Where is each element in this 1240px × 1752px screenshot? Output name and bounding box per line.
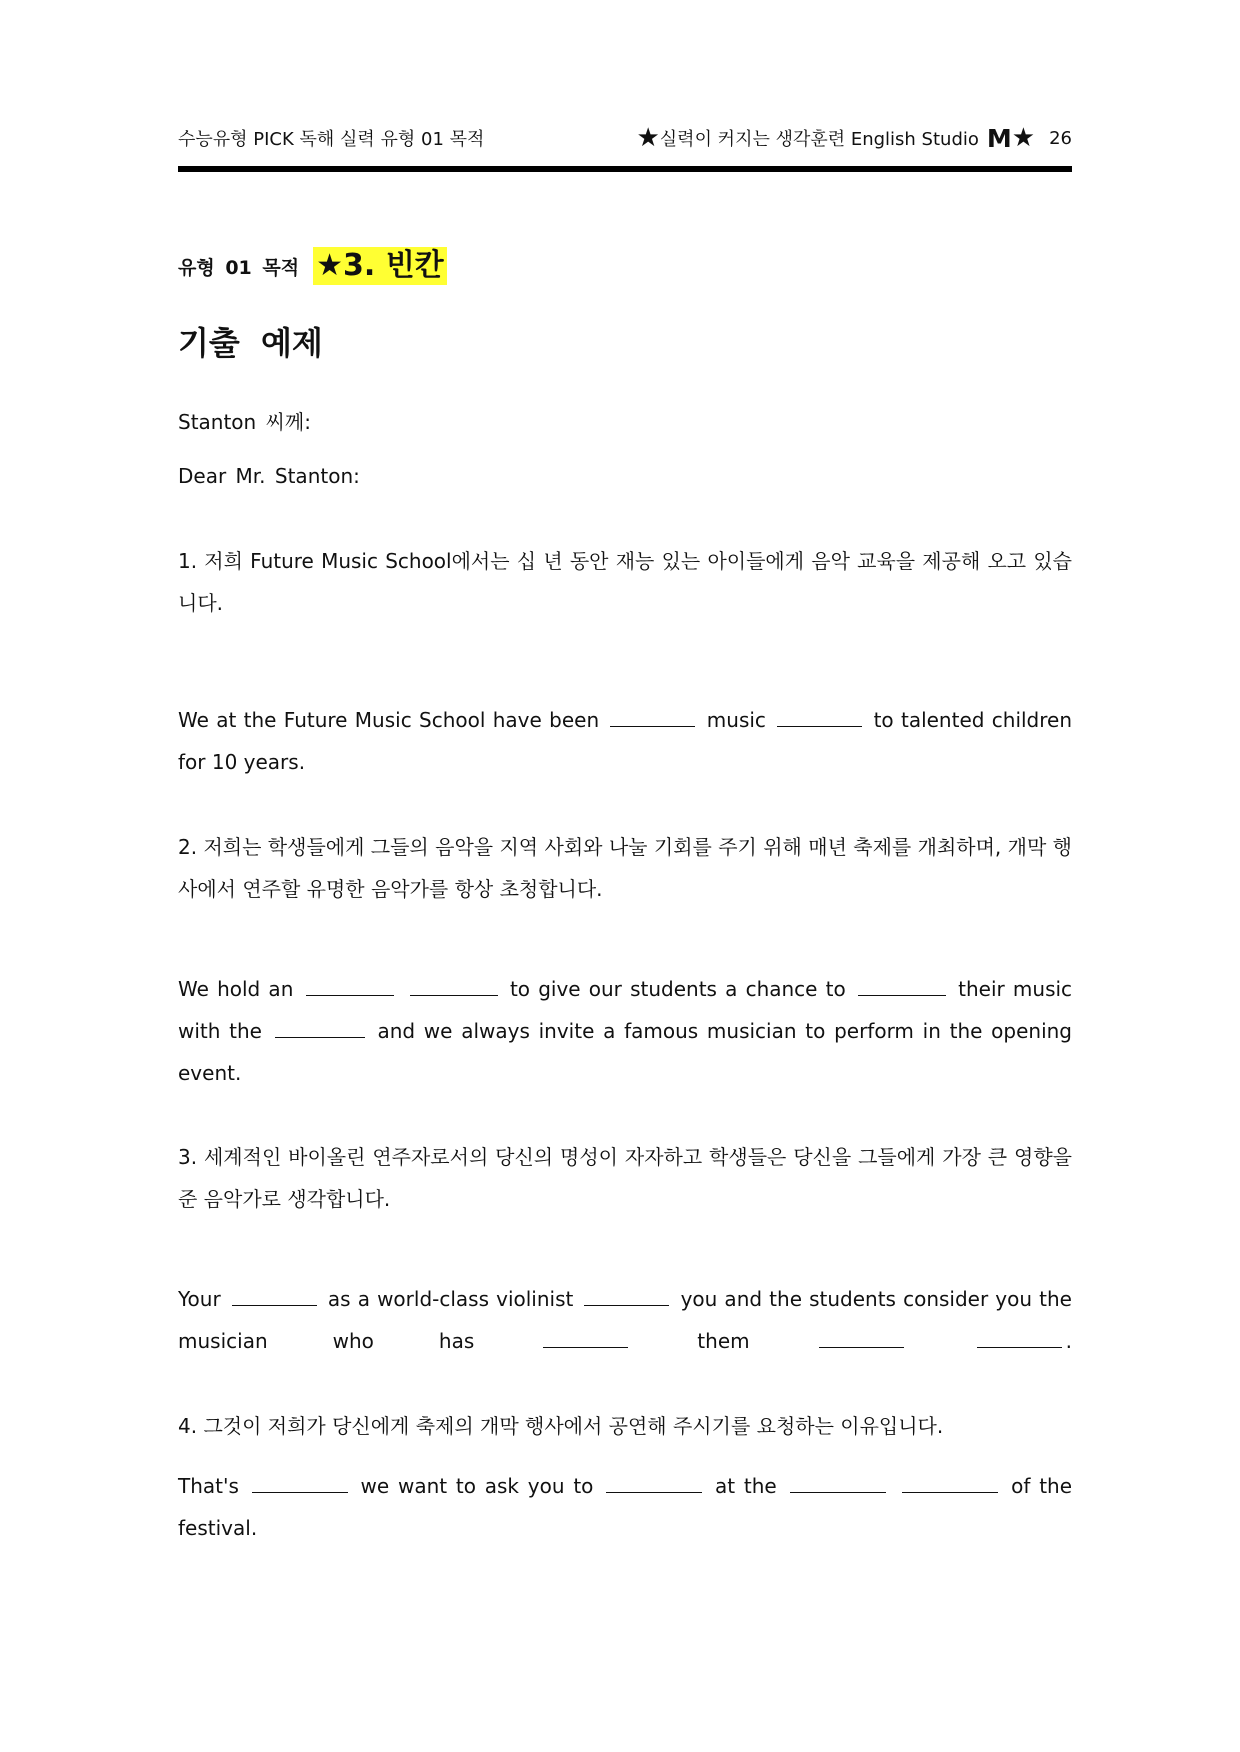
answer-blank[interactable] xyxy=(606,1472,702,1493)
section-title xyxy=(178,246,447,286)
text-segment: their music with the xyxy=(178,977,1073,1043)
text-segment: as a world-class violinist xyxy=(327,1287,574,1311)
answer-blank[interactable] xyxy=(252,1472,348,1493)
answer-blank[interactable] xyxy=(977,1327,1062,1348)
item-4-korean: 4. 그것이 저희가 당신에게 축제의 개막 행사에서 공연해 주시기를 요청하는 이유입니다. xyxy=(178,1414,944,1438)
answer-blank[interactable] xyxy=(275,1017,365,1038)
answer-blank[interactable] xyxy=(858,975,946,996)
answer-blank[interactable] xyxy=(819,1327,904,1348)
answer-blank[interactable] xyxy=(410,975,498,996)
item-4-english xyxy=(178,1465,1072,1549)
answer-blank[interactable] xyxy=(790,1472,886,1493)
text-segment: to give our students a chance to xyxy=(509,977,846,1001)
text-segment: you and the students consider you the musician who has xyxy=(178,1287,1072,1353)
text-segment: We hold an xyxy=(178,977,294,1001)
text-segment: music xyxy=(706,708,766,732)
item-2-korean: 2. 저희는 학생들에게 그들의 음악을 지역 사회와 나눌 기회를 주기 위해 매년 축제를 개최하며, 개막 행사에서 연주할 유명한 음악가를 항상 초청합니다. xyxy=(178,835,1072,901)
document-page xyxy=(178,0,1072,1752)
answer-blank[interactable] xyxy=(543,1327,628,1348)
item-3-korean: 3. 세계적인 바이올린 연주자로서의 당신의 명성이 자자하고 학생들은 당신을 그들에게 가장 큰 영향을 준 음악가로 생각합니다. xyxy=(178,1145,1072,1211)
answer-blank[interactable] xyxy=(777,706,862,727)
header-left-title: 수능유형 PICK 독해 실력 유형 01 목적 xyxy=(178,129,485,150)
text-segment: to talented children for 10 years. xyxy=(178,708,1073,774)
text-segment: we want to ask you to xyxy=(360,1474,594,1498)
salutation-english: Dear Mr. Stanton: xyxy=(178,464,360,488)
item-1-korean: 1. 저희 Future Music School에서는 십 년 동안 재능 있는 아이들에게 음악 교육을 제공해 오고 있습니다. xyxy=(178,549,1072,615)
answer-blank[interactable] xyxy=(584,1285,669,1306)
section-highlight: ★3. 빈칸 xyxy=(313,247,447,285)
star-icon: ★ xyxy=(636,123,660,153)
salutation-korean: Stanton 씨께: xyxy=(178,410,311,434)
answer-blank[interactable] xyxy=(232,1285,317,1306)
item-2-english xyxy=(178,968,1072,1094)
answer-blank[interactable] xyxy=(902,1472,998,1493)
text-segment: Your xyxy=(178,1287,221,1311)
header-rule xyxy=(178,166,1072,172)
header-right xyxy=(636,124,1072,153)
text-segment: of the festival. xyxy=(178,1474,1073,1540)
text-segment: at the xyxy=(715,1474,777,1498)
text-segment: and we always invite a famous musician to perform in the opening event. xyxy=(178,1019,1072,1085)
page-header xyxy=(178,124,1072,152)
page-number: 26 xyxy=(1049,127,1072,149)
item-1-english xyxy=(178,699,1072,783)
item-3-english xyxy=(178,1278,1072,1362)
text-segment: That's xyxy=(178,1474,239,1498)
text-segment: them xyxy=(697,1329,750,1353)
text-segment: We at the Future Music School have been xyxy=(178,708,600,732)
brand-letter: M xyxy=(986,123,1012,153)
answer-blank[interactable] xyxy=(610,706,695,727)
header-right-title: 실력이 커지는 생각훈련 English Studio xyxy=(659,129,979,150)
page-heading: 기출 예제 xyxy=(178,324,323,362)
answer-blank[interactable] xyxy=(306,975,394,996)
star-icon: ★ xyxy=(1011,123,1036,153)
section-prefix: 유형 01 목적 xyxy=(178,256,300,279)
text-segment: . xyxy=(1065,1329,1072,1353)
